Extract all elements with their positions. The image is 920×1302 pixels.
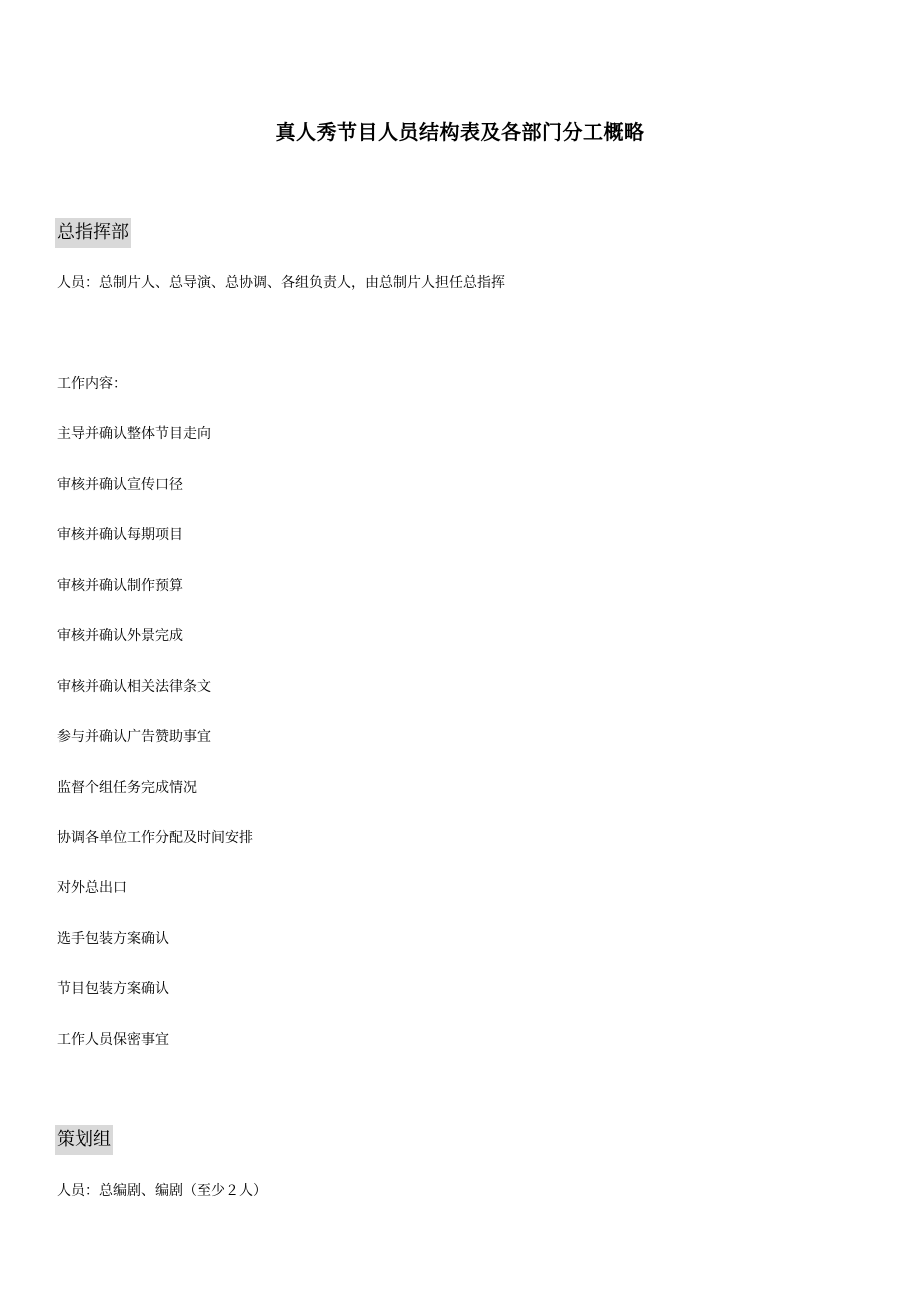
duty-item: 节目包装方案确认	[57, 981, 169, 997]
duty-item: 协调各单位工作分配及时间安排	[57, 830, 253, 846]
duty-item: 监督个组任务完成情况	[57, 780, 197, 796]
duty-item: 审核并确认宣传口径	[57, 477, 183, 493]
duty-item: 审核并确认外景完成	[57, 628, 183, 644]
document-title: 真人秀节目人员结构表及各部门分工概略	[275, 120, 645, 144]
duty-item: 选手包装方案确认	[57, 931, 169, 947]
personnel-line-command: 人员：总制片人、总导演、总协调、各组负责人，由总制片人担任总指挥	[57, 275, 505, 291]
duty-item: 参与并确认广告赞助事宜	[57, 729, 211, 745]
section-heading-command: 总指挥部	[55, 218, 131, 248]
duty-item: 审核并确认相关法律条文	[57, 679, 211, 695]
duty-item: 主导并确认整体节目走向	[57, 426, 211, 442]
work-content-label: 工作内容：	[57, 376, 127, 392]
personnel-line-planning: 人员：总编剧、编剧（至少２人）	[57, 1183, 267, 1199]
duty-item: 审核并确认制作预算	[57, 578, 183, 594]
section-heading-planning: 策划组	[55, 1125, 113, 1155]
duty-item: 审核并确认每期项目	[57, 527, 183, 543]
duty-item: 工作人员保密事宜	[57, 1032, 169, 1048]
duty-item: 对外总出口	[57, 880, 127, 896]
